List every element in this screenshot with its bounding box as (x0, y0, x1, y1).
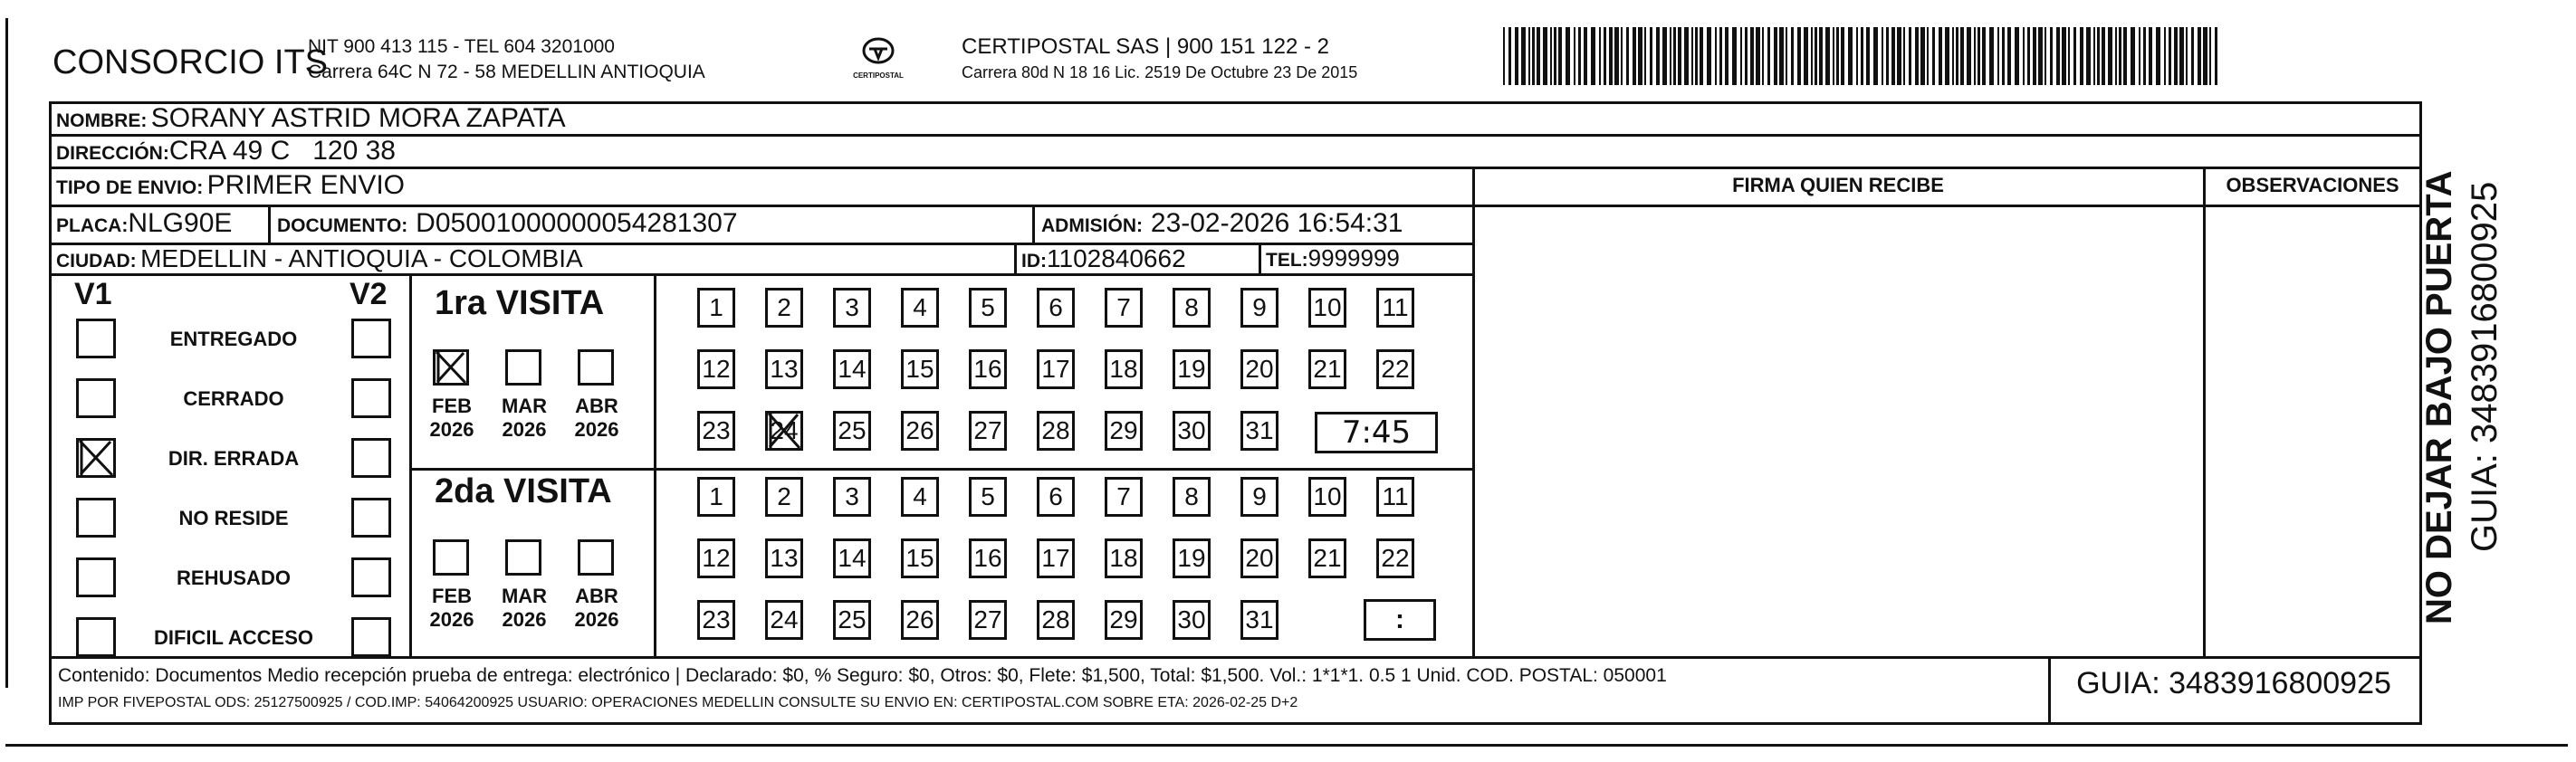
v2-header: V2 (350, 277, 388, 311)
visit1-day-30[interactable]: 30 (1173, 411, 1211, 451)
barcode-bar (1750, 27, 1754, 85)
barcode-bar (2102, 27, 2105, 85)
visit2-day-8[interactable]: 8 (1173, 477, 1211, 517)
barcode-bar (2156, 27, 2160, 85)
side-warning: NO DEJAR BAJO PUERTA (2419, 170, 2459, 624)
barcode-bar (2050, 27, 2053, 85)
status-label: CERRADO (183, 387, 284, 410)
visit2-title: 2da VISITA (435, 472, 612, 510)
v2-checkbox-1[interactable] (351, 319, 391, 358)
id-row: ID:1102840662 (1021, 244, 1186, 272)
visit1-month-x-mark (433, 349, 469, 386)
barcode-bar (1578, 27, 1581, 85)
grid-line (1472, 205, 2420, 207)
barcode-bar (1997, 27, 1999, 85)
barcode-bar (2198, 27, 2201, 85)
company-name: CONSORCIO ITS (53, 43, 329, 81)
barcode-bar (1554, 27, 1556, 85)
barcode-bar (1591, 27, 1595, 85)
barcode-bar (1626, 27, 1629, 85)
barcode-bar (1537, 27, 1540, 85)
visit1-day-24[interactable]: 24 (765, 411, 803, 451)
barcode-bar (1897, 27, 1901, 85)
admission-date: 23-02-2026 16:54:31 (1150, 208, 1403, 238)
barcode-bar (2131, 27, 2135, 85)
barcode-bar (1797, 27, 1801, 85)
visit2-day-26[interactable]: 26 (901, 600, 939, 640)
barcode-bar (1508, 27, 1511, 85)
left-edge (5, 18, 8, 688)
barcode-bar (1656, 27, 1660, 85)
visit2-day-7[interactable]: 7 (1105, 477, 1143, 517)
barcode-bar (2174, 27, 2178, 85)
document-row: DOCUMENTO: D05001000000054281307 (277, 208, 738, 238)
barcode-bar (2164, 27, 2166, 85)
barcode-bar (1638, 27, 1642, 85)
visit2-day-28[interactable]: 28 (1037, 600, 1075, 640)
grid-line (49, 205, 1474, 207)
visit2-day-23[interactable]: 23 (697, 600, 735, 640)
barcode-bar (2080, 27, 2083, 85)
visit2-day-19[interactable]: 19 (1173, 538, 1211, 578)
tel-number: 9999999 (1307, 244, 1400, 271)
barcode-bar (1740, 27, 1742, 85)
visit1-day-29[interactable]: 29 (1105, 411, 1143, 451)
barcode-bar (1503, 27, 1505, 85)
barcode-bar (2002, 27, 2005, 85)
logo-text: CERTIPOSTAL (853, 71, 904, 80)
visit1-month-label: MAR 2026 (501, 395, 548, 441)
visit2-day-4[interactable]: 4 (901, 477, 939, 517)
barcode-bar (1886, 27, 1889, 85)
visit2-day-1[interactable]: 1 (697, 477, 735, 517)
barcode-bar (2209, 27, 2211, 85)
visit1-day-6[interactable]: 6 (1037, 288, 1075, 328)
barcode-bar (1774, 27, 1777, 85)
guia-number: GUIA: 3483916800925 (2076, 666, 2391, 700)
barcode-bar (2033, 27, 2036, 85)
barcode-bar (1715, 27, 1717, 85)
visit2-month-label: ABR 2026 (574, 585, 619, 631)
visit1-month-label: ABR 2026 (574, 395, 619, 441)
address-row: DIRECCIÓN:CRA 49 C 120 38 (56, 136, 396, 166)
barcode-bar (1967, 27, 1971, 85)
visit2-day-15[interactable]: 15 (901, 538, 939, 578)
barcode-bar (1566, 27, 1570, 85)
visit2-day-5[interactable]: 5 (969, 477, 1007, 517)
v1-x-mark (76, 438, 116, 478)
barcode (1503, 27, 2227, 85)
barcode-bar (2038, 27, 2043, 85)
grid-line (409, 273, 412, 659)
barcode-bar (1848, 27, 1853, 85)
grid-line (49, 656, 2421, 659)
grid-line (654, 273, 656, 659)
content-summary: Contenido: Documentos Medio recepción prueba de entrega: electrónico | Declarado: $0, % Seguro: $0, Otros: $0, Flete: $1,500, Total: $1,500. Vol.: 1*1*1. 0.5 1 Unid. COD. POSTAL: 050001 (58, 665, 1667, 686)
barcode-bar (2093, 27, 2095, 85)
plate-row: PLACA:NLG90E (56, 208, 233, 238)
visit1-month-label: FEB 2026 (429, 395, 474, 441)
id-number: 1102840662 (1047, 244, 1186, 272)
barcode-bar (2215, 27, 2217, 85)
visit1-day-21[interactable]: 21 (1308, 349, 1346, 389)
grid-line (49, 101, 52, 725)
barcode-bar (1960, 27, 1964, 85)
visit2-day-18[interactable]: 18 (1105, 538, 1143, 578)
barcode-bar (1550, 27, 1552, 85)
visit1-day-4[interactable]: 4 (901, 288, 939, 328)
visit2-day-16[interactable]: 16 (969, 538, 1007, 578)
barcode-bar (1932, 27, 1935, 85)
visit1-time[interactable]: 7:45 (1315, 412, 1438, 453)
barcode-bar (2186, 27, 2188, 85)
visit1-day-1[interactable]: 1 (697, 288, 735, 328)
barcode-bar (1543, 27, 1547, 85)
barcode-bar (1952, 27, 1954, 85)
tel-row: TEL:9999999 (1266, 244, 1400, 271)
barcode-bar (1945, 27, 1949, 85)
visit1-day-x-mark (765, 411, 803, 451)
barcode-bar (2179, 27, 2184, 85)
barcode-bar (1599, 27, 1601, 85)
visit1-title: 1ra VISITA (435, 284, 605, 322)
visit2-day-31[interactable]: 31 (1240, 600, 1278, 640)
status-label: DIFICIL ACCESO (153, 626, 313, 649)
barcode-bar (2169, 27, 2171, 85)
recipient-name: SORANY ASTRID MORA ZAPATA (150, 103, 566, 133)
visit1-day-27[interactable]: 27 (969, 411, 1007, 451)
visit1-day-19[interactable]: 19 (1173, 349, 1211, 389)
visit2-day-25[interactable]: 25 (833, 600, 871, 640)
visit2-day-6[interactable]: 6 (1037, 477, 1075, 517)
barcode-bar (2073, 27, 2076, 85)
visit1-day-9[interactable]: 9 (1240, 288, 1278, 328)
barcode-bar (1819, 27, 1823, 85)
signature-header: FIRMA QUIEN RECIBE (1732, 174, 1944, 196)
visit2-day-9[interactable]: 9 (1240, 477, 1278, 517)
visit1-day-7[interactable]: 7 (1105, 288, 1143, 328)
barcode-bar (1977, 27, 1980, 85)
barcode-bar (2149, 27, 2152, 85)
city-row: CIUDAD: MEDELLIN - ANTIOQUIA - COLOMBIA (56, 244, 583, 272)
barcode-bar (1833, 27, 1834, 85)
barcode-bar (1756, 27, 1760, 85)
status-label: REHUSADO (177, 567, 291, 589)
barcode-bar (1584, 27, 1587, 85)
plate: NLG90E (128, 208, 233, 238)
v1-checkbox-4[interactable] (76, 498, 116, 538)
barcode-bar (2023, 27, 2025, 85)
document-number: D05001000000054281307 (416, 208, 738, 238)
visit2-month-label: MAR 2026 (501, 585, 548, 631)
barcode-bar (1650, 27, 1652, 85)
barcode-bar (1786, 27, 1787, 85)
grid-line (1014, 243, 1017, 275)
visit2-day-24[interactable]: 24 (765, 600, 803, 640)
barcode-bar (1873, 27, 1878, 85)
v1-checkbox-5[interactable] (76, 557, 116, 597)
barcode-bar (2123, 27, 2127, 85)
barcode-bar (1691, 27, 1693, 85)
visit2-day-21[interactable]: 21 (1308, 538, 1346, 578)
visit2-month-label: FEB 2026 (429, 585, 474, 631)
grid-line (1032, 205, 1035, 244)
barcode-bar (2108, 27, 2112, 85)
admission-row: ADMISIÓN: 23-02-2026 16:54:31 (1041, 208, 1403, 238)
barcode-bar (2203, 27, 2207, 85)
visit1-day-3[interactable]: 3 (833, 288, 871, 328)
barcode-bar (2086, 27, 2091, 85)
visit2-day-2[interactable]: 2 (765, 477, 803, 517)
type-row: TIPO DE ENVIO: PRIMER ENVIO (56, 170, 406, 200)
observations-header: OBSERVACIONES (2226, 174, 2399, 196)
barcode-bar (1732, 27, 1737, 85)
barcode-bar (1861, 27, 1863, 85)
barcode-bar (1927, 27, 1929, 85)
barcode-bar (1515, 27, 1518, 85)
v2-checkbox-4[interactable] (351, 498, 391, 538)
barcode-bar (1633, 27, 1636, 85)
visit2-day-22[interactable]: 22 (1376, 538, 1414, 578)
visit1-day-18[interactable]: 18 (1105, 349, 1143, 389)
barcode-bar (1707, 27, 1711, 85)
v1-checkbox-6[interactable] (76, 617, 116, 657)
visit1-day-16[interactable]: 16 (969, 349, 1007, 389)
barcode-bar (1811, 27, 1813, 85)
barcode-bar (1866, 27, 1870, 85)
visit1-day-11[interactable]: 11 (1376, 288, 1414, 328)
barcode-bar (1644, 27, 1646, 85)
v1-header: V1 (74, 277, 112, 311)
barcode-bar (1521, 27, 1526, 85)
visit2-time[interactable]: : (1364, 599, 1436, 641)
barcode-bar (1745, 27, 1748, 85)
grid-line (409, 468, 1474, 471)
visit1-day-20[interactable]: 20 (1240, 349, 1278, 389)
barcode-bar (1825, 27, 1830, 85)
print-info: IMP POR FIVEPOSTAL ODS: 25127500925 / COD.IMP: 54064200925 USUARIO: OPERACIONES MEDELLIN CONSULTE SU ENVIO EN: CERTIPOSTAL.COM SOBRE ETA: 2026-02-25 D+2 (58, 695, 1298, 710)
barcode-bar (1678, 27, 1681, 85)
visit2-day-13[interactable]: 13 (765, 538, 803, 578)
barcode-bar (1614, 27, 1619, 85)
barcode-bar (1982, 27, 1986, 85)
visit2-day-17[interactable]: 17 (1037, 538, 1075, 578)
barcode-bar (1725, 27, 1729, 85)
barcode-bar (1700, 27, 1703, 85)
barcode-bar (2119, 27, 2121, 85)
visit1-day-22[interactable]: 22 (1376, 349, 1414, 389)
city: MEDELLIN - ANTIOQUIA - COLOMBIA (140, 244, 583, 272)
barcode-bar (1791, 27, 1794, 85)
barcode-bar (2115, 27, 2117, 85)
name-row: NOMBRE: SORANY ASTRID MORA ZAPATA (56, 103, 566, 133)
barcode-bar (2015, 27, 2019, 85)
visit2-day-30[interactable]: 30 (1173, 600, 1211, 640)
visit1-day-26[interactable]: 26 (901, 411, 939, 451)
barcode-bar (1621, 27, 1623, 85)
v2-checkbox-5[interactable] (351, 557, 391, 597)
barcode-bar (2139, 27, 2140, 85)
visit1-day-28[interactable]: 28 (1037, 411, 1075, 451)
grid-line (1472, 167, 1475, 659)
barcode-bar (1604, 27, 1606, 85)
visit1-day-12[interactable]: 12 (697, 349, 735, 389)
barcode-bar (1574, 27, 1575, 85)
barcode-bar (2191, 27, 2194, 85)
barcode-bar (1903, 27, 1905, 85)
status-label: ENTREGADO (169, 328, 298, 350)
barcode-bar (1915, 27, 1919, 85)
visit1-day-25[interactable]: 25 (833, 411, 871, 451)
visit1-day-23[interactable]: 23 (697, 411, 735, 451)
barcode-bar (1956, 27, 1958, 85)
company-nit: NIT 900 413 115 - TEL 604 3201000 (308, 36, 615, 57)
carrier-name: CERTIPOSTAL SAS | 900 151 122 - 2 (962, 34, 1329, 59)
status-label: DIR. ERRADA (168, 447, 300, 470)
barcode-bar (1528, 27, 1530, 85)
barcode-bar (2045, 27, 2046, 85)
visit2-month-checkbox-3[interactable] (578, 539, 614, 576)
barcode-bar (1762, 27, 1764, 85)
v2-checkbox-3[interactable] (351, 438, 391, 478)
v2-checkbox-2[interactable] (351, 378, 391, 418)
barcode-bar (1909, 27, 1911, 85)
visit1-day-17[interactable]: 17 (1037, 349, 1075, 389)
barcode-bar (1662, 27, 1667, 85)
barcode-bar (1804, 27, 1808, 85)
barcode-bar (2068, 27, 2070, 85)
barcode-bar (2062, 27, 2066, 85)
barcode-bar (1609, 27, 1613, 85)
visit1-day-14[interactable]: 14 (833, 349, 871, 389)
barcode-bar (1719, 27, 1722, 85)
grid-line (1259, 243, 1261, 275)
barcode-bar (1779, 27, 1784, 85)
barcode-bar (1695, 27, 1698, 85)
barcode-bar (2143, 27, 2146, 85)
barcode-bar (1882, 27, 1883, 85)
barcode-bar (1920, 27, 1925, 85)
grid-line (2203, 167, 2206, 659)
shipment-type: PRIMER ENVIO (206, 170, 406, 200)
status-label: NO RESIDE (178, 507, 289, 529)
barcode-bar (1891, 27, 1895, 85)
visit2-day-11[interactable]: 11 (1376, 477, 1414, 517)
v2-checkbox-6[interactable] (351, 617, 391, 657)
barcode-bar (1836, 27, 1839, 85)
visit2-day-12[interactable]: 12 (697, 538, 735, 578)
barcode-bar (1532, 27, 1535, 85)
v1-checkbox-1[interactable] (76, 319, 116, 358)
barcode-bar (1767, 27, 1770, 85)
visit2-day-14[interactable]: 14 (833, 538, 871, 578)
visit1-day-5[interactable]: 5 (969, 288, 1007, 328)
visit1-day-8[interactable]: 8 (1173, 288, 1211, 328)
certipostal-logo (842, 36, 915, 80)
visit1-day-13[interactable]: 13 (765, 349, 803, 389)
grid-line (49, 134, 2421, 137)
visit2-month-checkbox-1[interactable] (433, 539, 469, 576)
bottom-edge (5, 744, 2568, 747)
grid-line (49, 722, 2421, 725)
v1-checkbox-2[interactable] (76, 378, 116, 418)
visit2-day-3[interactable]: 3 (833, 477, 871, 517)
visit2-day-29[interactable]: 29 (1105, 600, 1143, 640)
grid-line (49, 167, 2421, 169)
barcode-bar (1558, 27, 1562, 85)
barcode-bar (1856, 27, 1858, 85)
visit1-month-checkbox-2[interactable] (505, 349, 541, 386)
visit2-month-checkbox-2[interactable] (505, 539, 541, 576)
visit1-day-15[interactable]: 15 (901, 349, 939, 389)
visit2-day-27[interactable]: 27 (969, 600, 1007, 640)
barcode-bar (1939, 27, 1942, 85)
carrier-address: Carrera 80d N 18 16 Lic. 2519 De Octubre 23 De 2015 (962, 63, 1358, 81)
barcode-bar (2007, 27, 2011, 85)
visit1-day-31[interactable]: 31 (1240, 411, 1278, 451)
barcode-bar (1673, 27, 1676, 85)
barcode-bar (2027, 27, 2030, 85)
barcode-bar (1670, 27, 1671, 85)
barcode-bar (2097, 27, 2100, 85)
visit1-day-10[interactable]: 10 (1308, 288, 1346, 328)
visit1-month-checkbox-3[interactable] (578, 349, 614, 386)
barcode-bar (2056, 27, 2060, 85)
barcode-bar (1684, 27, 1689, 85)
barcode-bar (1841, 27, 1844, 85)
side-guia: GUIA: 3483916800925 (2465, 181, 2504, 552)
barcode-bar (1815, 27, 1817, 85)
grid-line (268, 205, 271, 244)
company-address: Carrera 64C N 72 - 58 MEDELLIN ANTIOQUIA (308, 62, 705, 82)
barcode-bar (1974, 27, 1976, 85)
barcode-bar (1989, 27, 1994, 85)
visit1-day-2[interactable]: 2 (765, 288, 803, 328)
recipient-address: CRA 49 C 120 38 (168, 136, 396, 166)
visit2-day-20[interactable]: 20 (1240, 538, 1278, 578)
visit2-day-10[interactable]: 10 (1308, 477, 1346, 517)
